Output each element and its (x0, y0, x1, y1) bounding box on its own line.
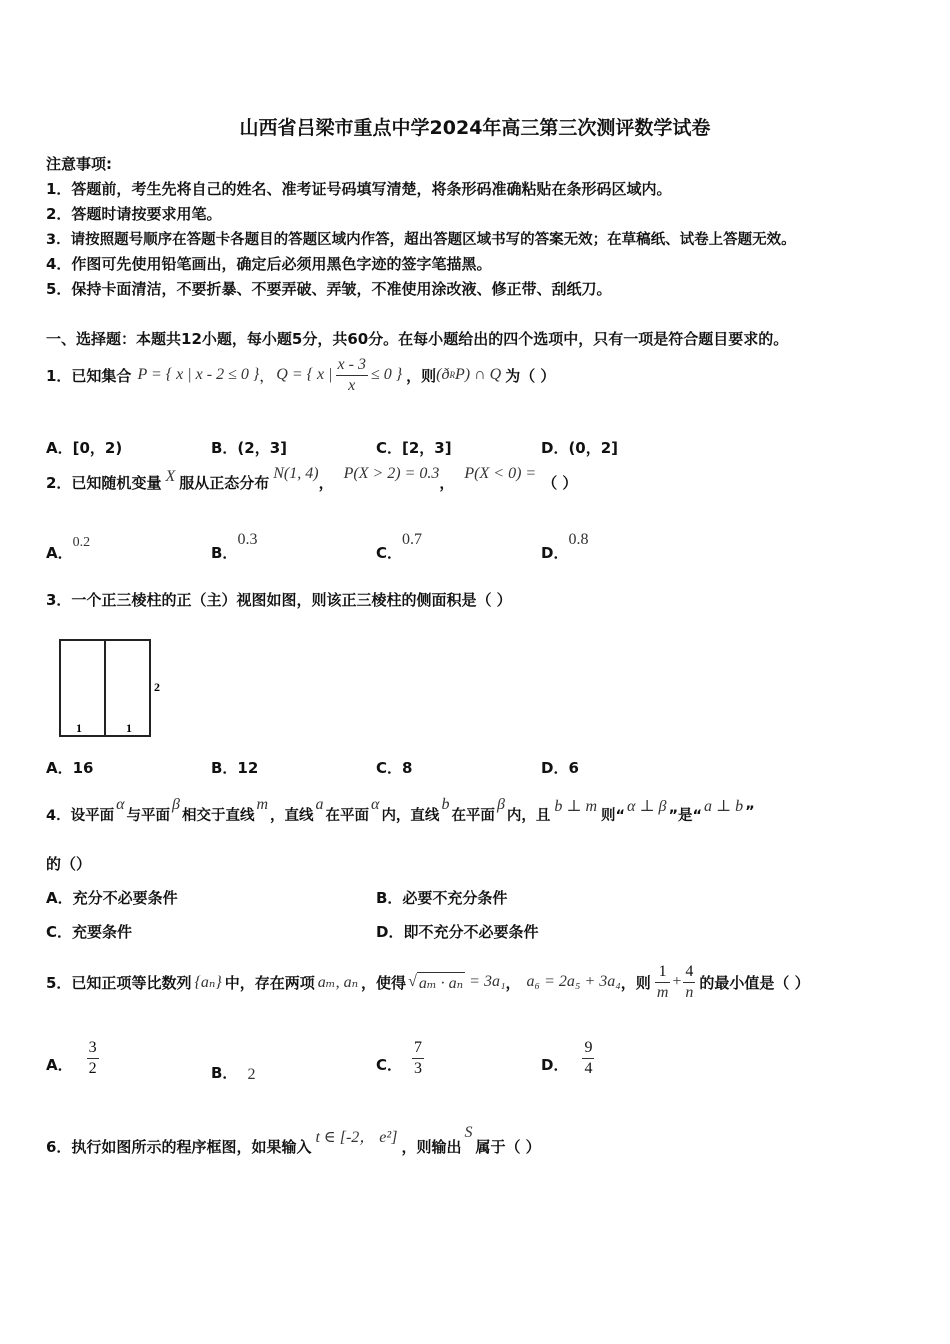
q5-sqrt-expr: aₘ · aₙ (417, 972, 465, 993)
q5-option-numerator: 3 (87, 1038, 99, 1059)
q1-option-b: B．(2，3] (211, 439, 288, 457)
q5-option-denominator: 4 (584, 1060, 593, 1077)
q5-plus: + (672, 973, 682, 990)
q5-text: 的最小值是（ ） (699, 973, 810, 992)
q5-option-label: D． (541, 1056, 569, 1074)
q5-option-denominator: 3 (414, 1060, 423, 1077)
q2-option-a (46, 530, 91, 562)
q4-beta: β (496, 796, 505, 813)
q4-condition: α ⊥ β (627, 798, 667, 815)
section-heading: 一、选择题：本题共12小题，每小题5分，共60分。在每小题给出的四个选项中，只有一项是符合题目要求的。 (46, 330, 789, 348)
q6-range: t ∈ [-2， e²] (315, 1129, 398, 1146)
q1-option-a: A．[0，2) (46, 439, 123, 457)
q4-condition: b ⊥ m (554, 798, 598, 815)
q1-expr-sub: R (449, 370, 455, 380)
q5-fraction-numerator: 4 (683, 962, 695, 983)
q4-line2: 的（） (46, 855, 92, 873)
notice-item: 5．保持卡面清洁，不要折暴、不要弄破、弄皱，不准使用涂改液、修正带、刮纸刀。 (46, 280, 612, 298)
sqrt-icon: √ (408, 973, 417, 990)
q1-fraction-denominator: x (348, 376, 356, 394)
q2-var: X (165, 467, 176, 485)
q5-option-value: 2 (247, 1065, 256, 1083)
q5-fraction-denominator: n (685, 983, 694, 1001)
q6-text: 属于（ ） (475, 1138, 541, 1156)
q4-option-a: A．充分不必要条件 (46, 889, 178, 907)
q4-option-c: C．充要条件 (46, 923, 133, 941)
q2-mid: 服从正态分布 (179, 474, 270, 492)
q2-dist: N(1, 4) (273, 464, 319, 482)
notice-item: 3．请按照题号顺序在答题卡各题目的答题区域内作答，超出答题区域书写的答案无效；在草稿纸、试卷上答题无效。 (46, 232, 796, 248)
q1-fraction-numerator: x - 3 (336, 355, 368, 376)
q2-p1: P(X > 2) = 0.3 (343, 464, 440, 482)
q5-option-label: C． (376, 1056, 403, 1074)
q4-text: ，直线 (270, 808, 314, 824)
q4-m: m (256, 796, 269, 813)
q6-text: ，则输出 (401, 1138, 462, 1156)
q4-condition: a ⊥ b (704, 798, 744, 815)
q1-set-p: P = { x | x - 2 ≤ 0 } (137, 366, 260, 383)
q6-text: 6．执行如图所示的程序框图，如果输入 (46, 1138, 312, 1156)
q5-fraction-1 (655, 962, 671, 1003)
q2-option-value: 0.3 (237, 531, 258, 548)
q5-option-fraction (412, 1038, 424, 1079)
q2-p2: P(X < 0) = (464, 464, 537, 482)
q2-option-b (211, 528, 258, 562)
q5-option-fraction (582, 1038, 594, 1079)
q4-text: 则“ (601, 808, 626, 824)
q3-option-d: D．6 (541, 759, 579, 777)
q5-option-a (46, 1038, 99, 1079)
q5-option-label: A． (46, 1056, 73, 1074)
q4-text: 在平面 (451, 808, 495, 824)
q1-mid: ，则 (406, 366, 437, 385)
q5-option-c (376, 1038, 424, 1079)
q5-eq2: a₆ = 2a₅ + 3a₄ (526, 973, 621, 990)
q1-option-c: C．[2，3] (376, 439, 452, 457)
q5-text: ，使得 (361, 973, 407, 992)
q1-set-q-left: Q = { x | (276, 366, 333, 383)
q5-fraction-numerator: 1 (655, 962, 671, 983)
q2-option-label: C． (376, 544, 403, 562)
q5-option-numerator: 9 (582, 1038, 594, 1059)
q5-option-label: B． (211, 1064, 238, 1082)
q4-alpha: α (371, 796, 380, 813)
figure-right-label: 1 (126, 721, 132, 735)
q2-option-label: A． (46, 544, 73, 562)
notice-item: 2．答题时请按要求用笔。 (46, 205, 222, 223)
q4-alpha: α (116, 796, 125, 813)
q5-option-b (211, 1062, 255, 1083)
q4-text: 内，且 (506, 808, 551, 824)
question-5 (46, 954, 810, 1010)
q1-fraction (336, 355, 368, 396)
q4-option-d: D．即不充分不必要条件 (376, 923, 539, 941)
q5-terms: aₘ, aₙ (317, 974, 359, 991)
q4-text: 与平面 (126, 808, 170, 824)
q6-s: S (464, 1124, 473, 1141)
q4-text: ” (745, 804, 755, 820)
q3-front-view-figure (44, 634, 174, 738)
q5-text: 5．已知正项等比数列 (46, 973, 192, 992)
q4-option-b: B．必要不充分条件 (376, 889, 508, 907)
q4-text: ”是“ (668, 808, 703, 824)
q4-beta: β (172, 796, 180, 813)
q5-sequence: {aₙ} (194, 974, 222, 991)
q5-option-d (541, 1038, 594, 1079)
q1-option-d: D．(0，2] (541, 439, 619, 457)
q5-option-denominator: 2 (88, 1060, 97, 1077)
q5-text: 中，存在两项 (224, 973, 315, 992)
q2-option-label: B． (211, 544, 238, 562)
q2-option-d (541, 528, 589, 562)
q5-text: ， (505, 973, 521, 992)
q5-option-numerator: 7 (412, 1038, 424, 1059)
figure-left-label: 1 (76, 721, 82, 735)
q2-option-value: 0.8 (568, 531, 589, 548)
q2-suffix: （ ） (542, 474, 578, 492)
q2-prefix: 2．已知随机变量 (46, 474, 162, 492)
question-1 (46, 352, 555, 398)
q1-comma: ， (259, 366, 275, 385)
q2-option-label: D． (541, 544, 569, 562)
question-3: 3．一个正三棱柱的正（主）视图如图，则该正三棱柱的侧面积是（ ） (46, 591, 512, 609)
q2-option-value: 0.2 (72, 535, 91, 550)
q1-prefix: 1．已知集合 (46, 366, 132, 385)
q4-text: 相交于直线 (181, 808, 255, 824)
q1-set-q-right: ≤ 0 } (370, 366, 403, 383)
q3-option-a: A．16 (46, 759, 94, 777)
q5-option-fraction (87, 1038, 99, 1079)
q4-b: b (441, 796, 450, 813)
figure-height-label: 2 (154, 680, 160, 694)
notice-item: 1．答题前，考生先将自己的姓名、准考证号码填写清楚，将条形码准确粘贴在条形码区域内。 (46, 180, 672, 198)
q5-fraction-denominator: m (656, 983, 669, 1001)
q1-expr2: P) ∩ Q (454, 366, 502, 383)
q1-suffix: 为（ ） (505, 366, 556, 385)
question-2 (46, 464, 578, 493)
notice-item: 4．作图可先使用铅笔画出，确定后必须用黑色字迹的签字笔描黑。 (46, 255, 492, 273)
q2-option-value: 0.7 (402, 531, 423, 548)
q3-option-c: C．8 (376, 759, 413, 777)
q5-fraction-2 (683, 962, 695, 1003)
q4-text: 在平面 (325, 808, 370, 824)
q4-text: 4．设平面 (46, 808, 115, 824)
q2-sep2: ， (439, 474, 455, 492)
page-title: 山西省吕梁市重点中学2024年高三第三次测评数学试卷 (239, 117, 711, 139)
q4-a: a (315, 796, 324, 813)
q2-sep1: ， (318, 474, 334, 492)
question-4 (46, 796, 755, 825)
notice-heading: 注意事项: (46, 155, 112, 173)
q1-expr: (ð (436, 366, 450, 383)
q5-eq1: = 3a₁ (469, 973, 506, 990)
q4-text: 内，直线 (381, 808, 440, 824)
q5-text: ，则 (620, 973, 651, 992)
question-6 (46, 1124, 541, 1157)
q3-option-b: B．12 (211, 759, 259, 777)
q2-option-c (376, 528, 423, 562)
